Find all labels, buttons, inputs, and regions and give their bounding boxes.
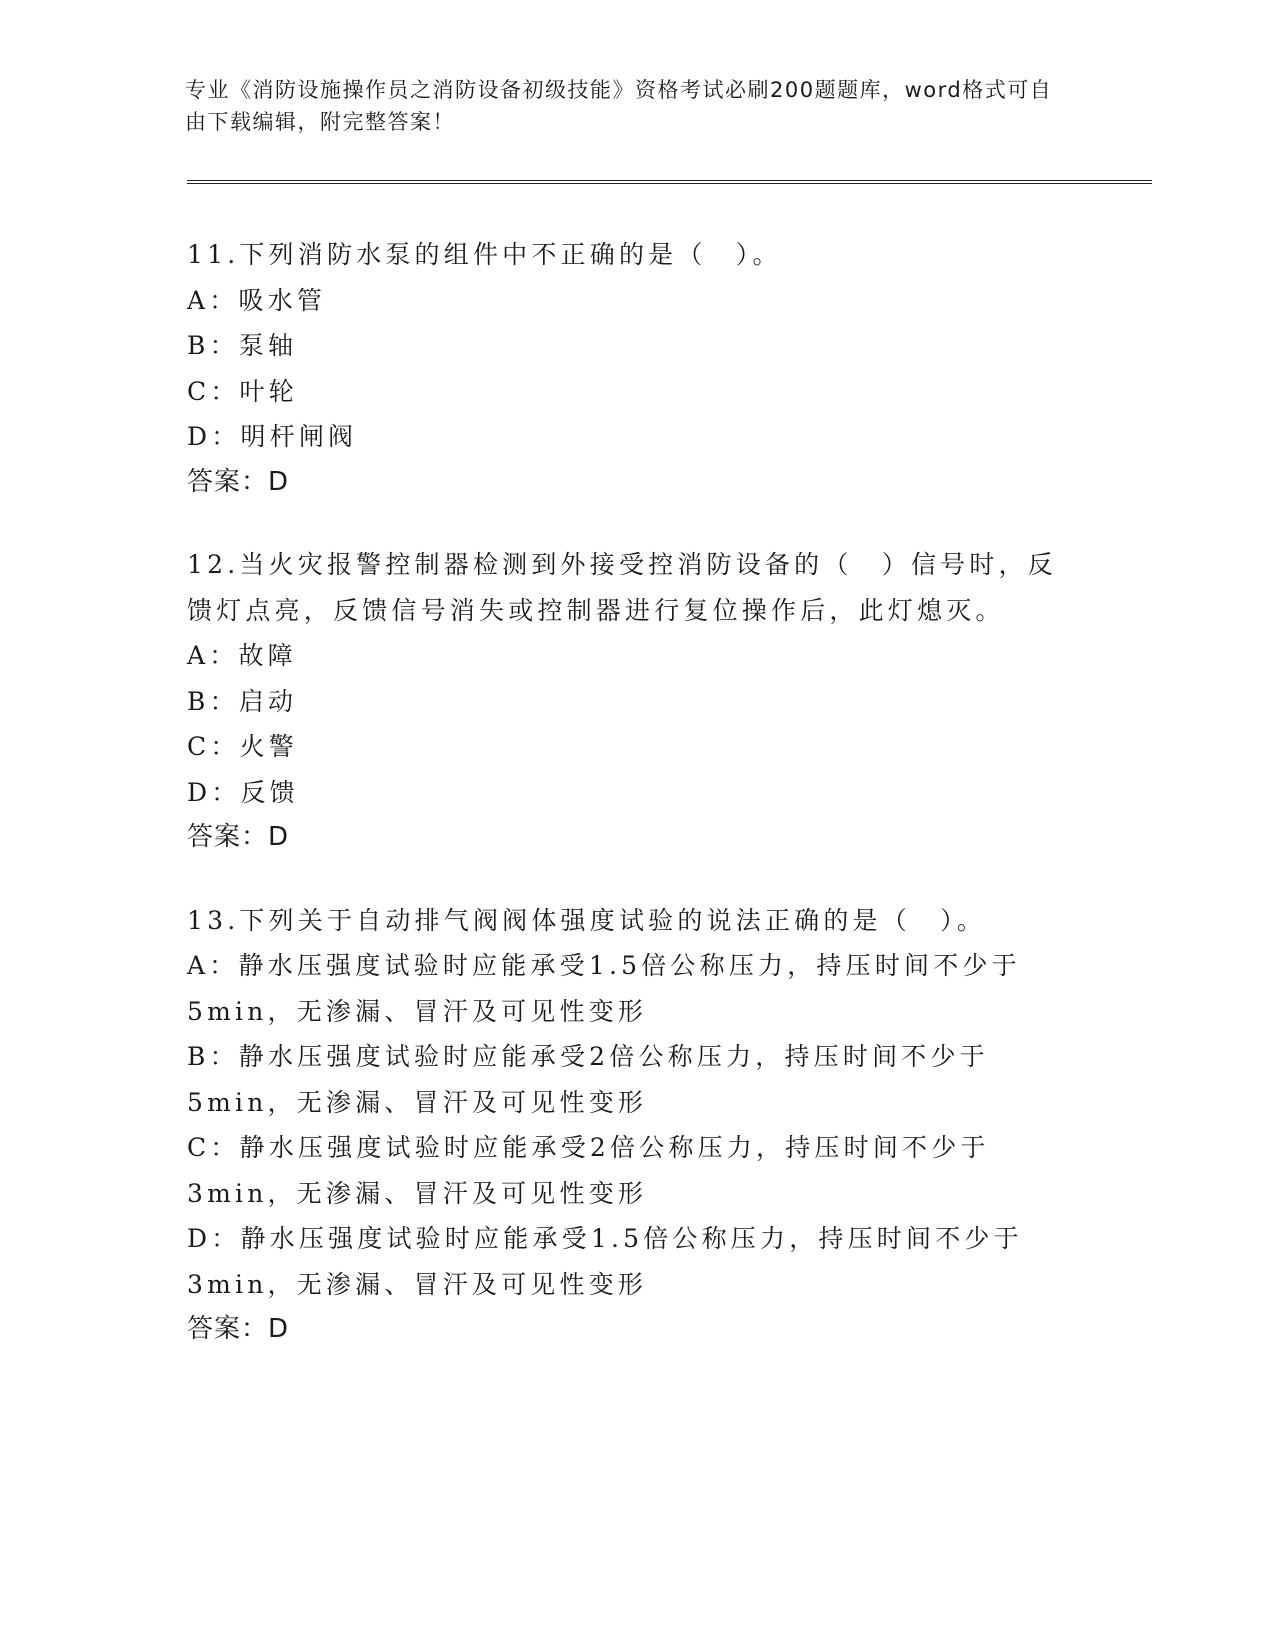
option-a: A：静水压强度试验时应能承受1.5倍公称压力，持压时间不少于5min，无渗漏、冒汗及可见性变形 (187, 951, 1021, 1026)
option-a: A：故障 (187, 641, 297, 670)
option-a: A：吸水管 (187, 285, 327, 315)
document-intro: 专业《消防设施操作员之消防设备初级技能》资格考试必刷200题题库，word格式可自由下载编辑，附完整答案！ (185, 78, 1053, 134)
option-b: B：泵轴 (187, 331, 298, 360)
option-d: D：明杆闸阀 (187, 422, 358, 451)
question-11 (187, 232, 1087, 505)
question-12 (187, 542, 1087, 861)
option-d: D：静水压强度试验时应能承受1.5倍公称压力，持压时间不少于3min，无渗漏、冒汗及可见性变形 (187, 1224, 1023, 1299)
question-stem: 12.当火灾报警控制器检测到外接受控消防设备的（ ）信号时，反馈灯点亮，反馈信号消失或控制器进行复位操作后，此灯熄灭。 (187, 550, 1057, 625)
option-d: D：反馈 (187, 777, 299, 807)
option-c: C：叶轮 (187, 376, 298, 406)
question-list (187, 232, 1087, 1390)
question-stem: 11.下列消防水泵的组件中不正确的是（ ）。 (187, 240, 782, 269)
question-13 (187, 898, 1087, 1353)
option-c: C：火警 (187, 732, 298, 761)
answer: 答案：D (187, 822, 290, 852)
header-divider (187, 180, 1152, 184)
question-stem: 13.下列关于自动排气阀阀体强度试验的说法正确的是（ ）。 (187, 905, 987, 935)
option-c: C：静水压强度试验时应能承受2倍公称压力，持压时间不少于3min，无渗漏、冒汗及可见性变形 (187, 1133, 990, 1208)
answer: 答案：D (187, 1314, 290, 1344)
option-b: B：静水压强度试验时应能承受2倍公称压力，持压时间不少于5min，无渗漏、冒汗及可见性变形 (187, 1042, 989, 1117)
option-b: B：启动 (187, 686, 298, 716)
answer: 答案：D (187, 466, 290, 497)
